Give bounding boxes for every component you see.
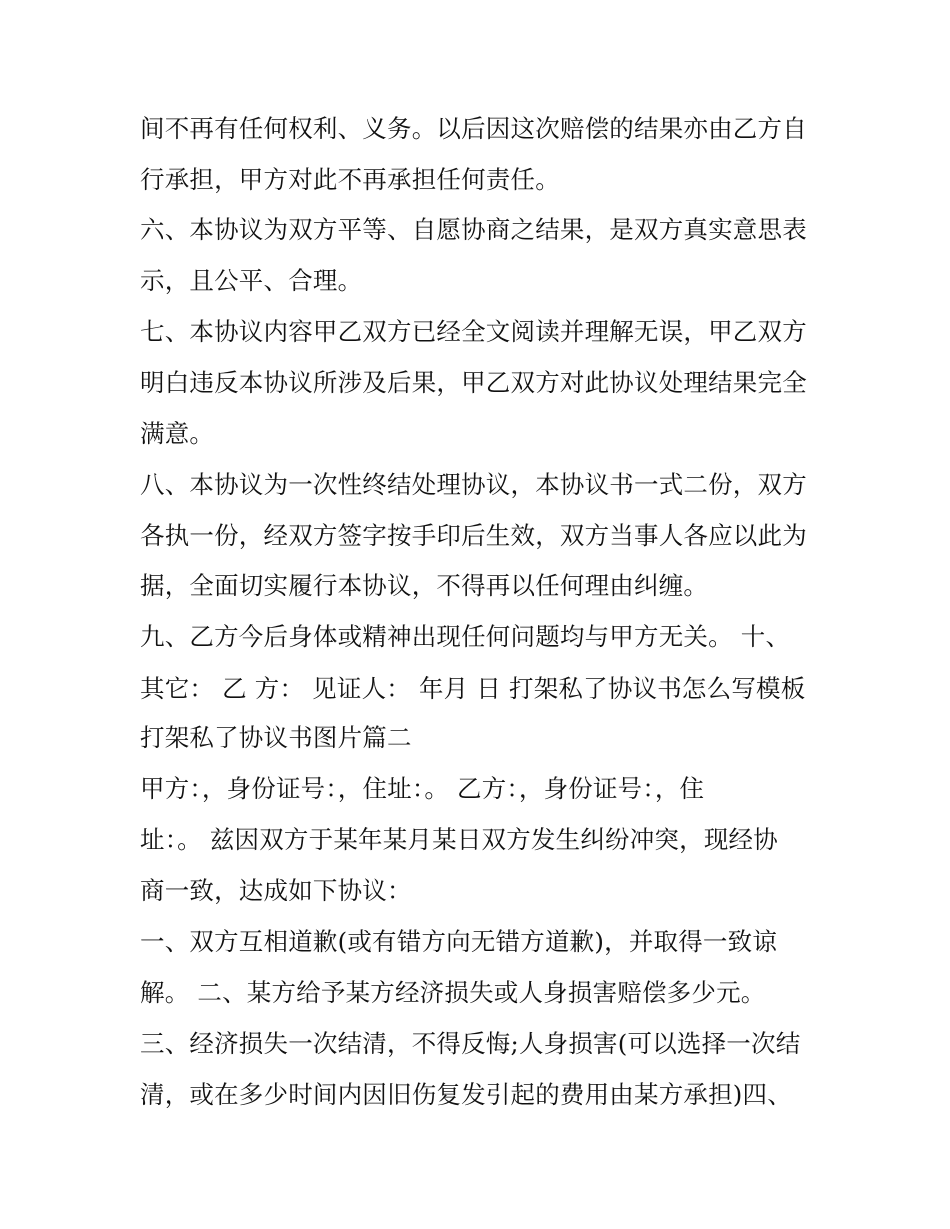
text-line: 八、本协议为一次性终结处理协议，本协议书一式二份，双方 bbox=[140, 470, 807, 499]
text-line: 一、双方互相道歉(或有错方向无错方道歉)，并取得一致谅 bbox=[140, 927, 778, 956]
text-line: 址：。 兹因双方于某年某月某日双方发生纠纷冲突，现经协 bbox=[140, 825, 778, 854]
text-line: 行承担，甲方对此不再承担任何责任。 bbox=[140, 165, 560, 194]
text-line: 清，或在多少时间内因旧伤复发引起的费用由某方承担)四、 bbox=[140, 1080, 792, 1109]
text-line: 示，且公平、合理。 bbox=[140, 266, 363, 295]
text-line: 各执一份，经双方签字按手印后生效，双方当事人各应以此为 bbox=[140, 521, 807, 550]
text-line: 九、乙方今后身体或精神出现任何问题均与甲方无关。 十、 bbox=[140, 622, 791, 651]
text-line: 七、本协议内容甲乙双方已经全文阅读并理解无误，甲乙双方 bbox=[140, 317, 807, 346]
text-line: 间不再有任何权利、义务。以后因这次赔偿的结果亦由乙方自 bbox=[140, 114, 807, 143]
text-line: 满意。 bbox=[140, 419, 215, 448]
text-line: 据，全面切实履行本协议，不得再以任何理由纠缠。 bbox=[140, 571, 709, 600]
text-line: 打架私了协议书图片篇二 bbox=[140, 723, 412, 752]
text-line: 三、经济损失一次结清，不得反悔;人身损害(可以选择一次结 bbox=[140, 1029, 801, 1058]
text-line: 六、本协议为双方平等、自愿协商之结果，是双方真实意思表 bbox=[140, 215, 807, 244]
text-line: 甲方：，身份证号：，住址：。 乙方：，身份证号：，住 bbox=[140, 774, 705, 803]
text-line: 其它： 乙 方： 见证人： 年月 日 打架私了协议书怎么写模板 bbox=[140, 674, 806, 703]
text-line: 解。 二、某方给予某方经济损失或人身损害赔偿多少元。 bbox=[140, 978, 766, 1007]
text-line: 商一致，达成如下协议： bbox=[140, 876, 412, 905]
text-line: 明白违反本协议所涉及后果，甲乙双方对此协议处理结果完全 bbox=[140, 368, 807, 397]
